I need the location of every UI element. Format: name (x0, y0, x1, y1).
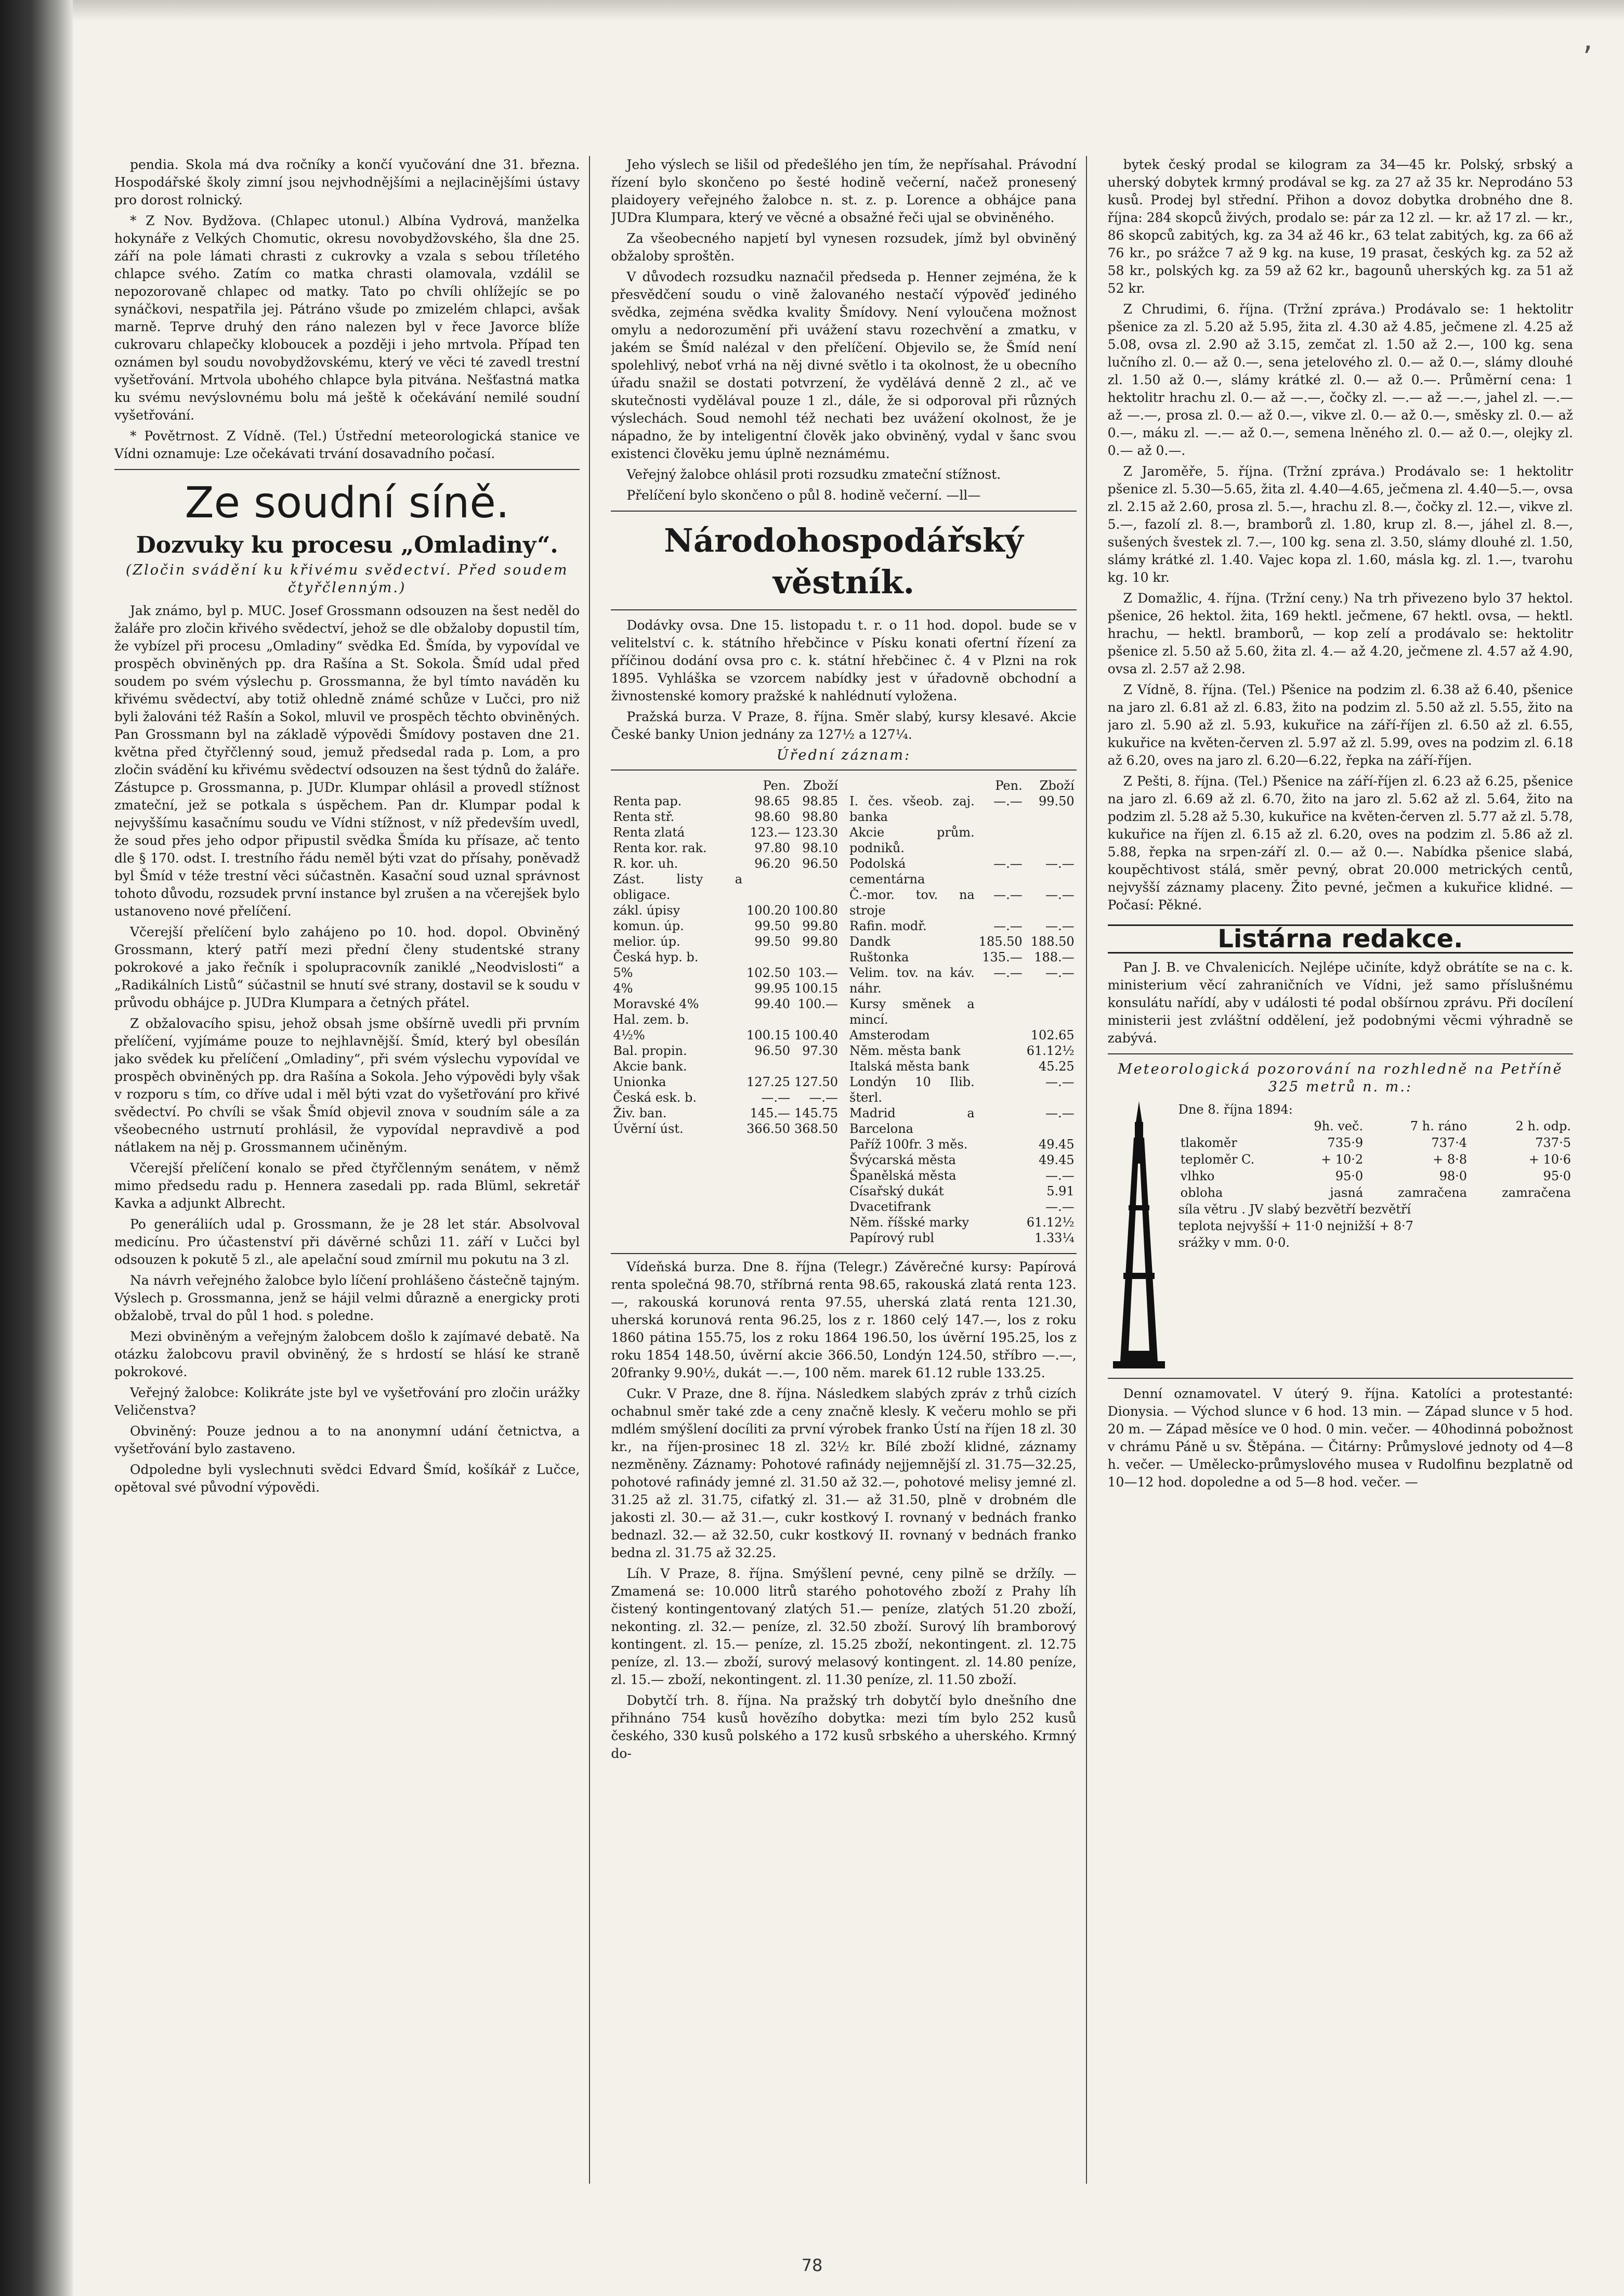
table-cell: —.— (993, 794, 1023, 808)
columns (114, 156, 1582, 2184)
table-cell (977, 1137, 1025, 1152)
table-cell: 368.50 (794, 1121, 838, 1136)
header-cell: Zboží (1039, 778, 1075, 793)
table-cell (977, 1230, 1025, 1246)
table-cell: Unionka (613, 1075, 666, 1089)
table-row (1178, 1184, 1573, 1201)
table-cell: 98.10 (802, 841, 838, 855)
table-row (611, 1059, 840, 1074)
table-cell: Zást. listy a obligace. (613, 872, 743, 902)
table-cell: 97.30 (802, 1043, 838, 1058)
table-cell: 123.— (750, 825, 791, 840)
table-cell (977, 1152, 1025, 1168)
table-cell: 98.65 (754, 794, 791, 808)
table-row (847, 934, 1077, 949)
section-title-court: Ze soudní síně. (185, 478, 509, 528)
table-cell: 1.33¼ (1034, 1231, 1075, 1245)
column-2 (611, 156, 1086, 2184)
header-cell: Zboží (803, 778, 838, 793)
header-cell (1178, 1118, 1290, 1134)
table-cell: —.— (1045, 919, 1075, 933)
article-title: Dozvuky ku procesu „Omladiny“. (136, 532, 558, 558)
table-cell: —.— (1045, 1168, 1075, 1183)
table-cell: —.— (1045, 1106, 1075, 1120)
table-cell: Londýn 10 Ilib. šterl. (849, 1075, 975, 1105)
table-cell: 99.50 (1038, 794, 1075, 808)
meteo-section (1108, 1101, 1573, 1372)
table-cell: Renta stř. (613, 810, 675, 824)
table-cell (977, 1027, 1025, 1043)
table-row (611, 918, 840, 934)
column-3 (1108, 156, 1582, 2184)
letters-box-title: Listárna redakce. (1108, 924, 1573, 954)
paragraph: Líh. V Praze, 8. října. Smýšlení pevné, ceny pilně se držíly. — Zmamená se: 10.000 litrů starého pohotového zboží z Prahy líh čistený kontingentovaný zlatých 51.— peníze, zlatých 51.20 zboží, nekonting. zl. 32.— peníze, zl. 32.50 zboží. Surový líh bramborový kontingent. zl. 15.— peníze, zl. 15.25 zboží, nekontingent. zl. 12.75 peníze, zl. 13.— zboží, surový melasový kontingent. zl. 14.80 peníze, zl. 15.— zboží, nekontingent. zl. 11.30 peníze, zl. 11.50 zboží. (611, 1566, 1077, 1687)
table-cell: Renta zlatá (613, 825, 685, 840)
table-cell: Papírový rubl (849, 1231, 935, 1245)
table-row (847, 1199, 1077, 1215)
table-cell: 96.50 (802, 856, 838, 871)
paragraph: Z Chrudimi, 6. října. (Tržní zpráva.) Prodávalo se: 1 hektolitr pšenice za zl. 5.20 až 5.95, žita zl. 4.30 až 4.85, ječmene zl. 4.25 až 5.08, ovsa zl. 2.90 až 3.15, zemčat zl. 1.50 až 2.—, 100 kg. sena lučního zl. 0.— až 0.—, sena jetelového zl. 0.— až 0.—, slámy dlouhé zl. 1.50 až 0.—, slámy krátké zl. 0.— až 0.—. Průměrní cena: 1 hektolitr hrachu zl. 0.— až —.—, čočky zl. —.— až —.—, jahel zl. —.— až —.—, prosa zl. 0.— až 0.—, vikve zl. 0.— až 0.—, směsky zl. 0.— až 0.—, máku zl. —.— až 0.—, semena lněného zl. 0.— až 0.—, olejky zl. 0.— až 0.—. (1107, 302, 1573, 458)
table-cell: —.— (993, 888, 1023, 902)
table-cell: 99.80 (802, 934, 838, 949)
table-cell: 100.15 (746, 1028, 791, 1042)
paragraph: Veřejný žalobce ohlásil proti rozsudku zmateční stížnost. (626, 467, 1001, 482)
header-cell: 7 h. ráno (1410, 1119, 1468, 1133)
table-row (611, 793, 840, 809)
table-cell: 102.50 (746, 966, 791, 980)
paragraph: V důvodech rozsudku naznačil předseda p. Henner zejména, že k přesvědčení soudu o vině žalovaného nestačí výpověď jediného svědka, zejména svědka kvality Šmídovy. Není vyloučena možnost omylu a nedorozumění při uvážení stavu rozechvění a zmatku, v jakém se Šmíd nalézal v den přelíčení. Objevilo se, že Šmíd není spolehlivý, neboť vrhá na něj divné světlo i ta okolnost, že u obecního úřadu snažil se dostati potvrzení, že vydělává denně 2 zl., ač ve skutečnosti vydělával pouze 1 zl., dále, že si odporoval při různých výslechách. Soud nemohl též nechati bez uvážení okolnost, že je nápadno, že by inteligentní člověk jako obviněný, vydal v šanc svou existenci člověku jemu úplně neznámému. (611, 269, 1077, 461)
meteo-wind: síla větru . JV slabý bezvětří bezvětří (1178, 1202, 1411, 1217)
meteo-rain: srážky v mm. 0·0. (1178, 1235, 1290, 1250)
meteo-data (1178, 1101, 1573, 1251)
table-cell: zákl. úpisy (613, 903, 680, 918)
table-cell: 97.80 (754, 841, 791, 855)
table-cell: 99.95 (754, 981, 791, 996)
table-cell: 737·4 (1431, 1136, 1468, 1150)
paragraph: Z Domažlic, 4. října. (Tržní ceny.) Na trh přivezeno bylo 37 hektol. pšenice, 26 hektol. žita, 169 hektl. ječmene, 67 hektl. ovsa, — hektl. hrachu, — hektl. bramborů, — kop zelí a prodávalo se: hektolitr pšenice zl. 5.50 až 5.60, žita zl. 4.— až 4.20, ječmene zl. 4.57 až 4.90, ovsa zl. 2.57 až 2.98. (1107, 591, 1573, 676)
table-cell (744, 1059, 792, 1074)
page-number: 78 (801, 2255, 823, 2275)
table-cell: Renta pap. (613, 794, 682, 808)
table-cell (792, 949, 840, 965)
paragraph: pendia. Skola má dva ročníky a končí vyučování dne 31. března. Hospodářské školy zimní jsou nejvhodnějšími a nejlacinějšími ústavy pro dorost rolnický. (114, 157, 580, 207)
table-cell: Úvěrní úst. (613, 1121, 684, 1136)
table-cell: Císařský dukát (849, 1184, 944, 1198)
table-row (847, 965, 1077, 996)
table-row (847, 1027, 1077, 1043)
table-row (847, 949, 1077, 965)
meteo-table (1178, 1118, 1573, 1201)
table-cell (744, 1012, 792, 1027)
article-subtitle: (Zločin svádění ku křivému svědectví. Před soudem čtyřčlenným.) (125, 562, 569, 596)
table-cell: —.— (993, 856, 1023, 871)
table-cell: 99.50 (754, 934, 791, 949)
paragraph: Z obžalovacího spisu, jehož obsah jsme obšírně uvedli při prvním přelíčení, vyjímáme pouze to nejhlavnější. Šmíd, který byl obesílán jako svědek ku přelíčení „Omladiny“, při svém výslechu vypovídal ve prospěch obviněných pp. dra Rašína a Sokola. Jeho výpovědi byly však v rozporu s tím, co dříve udal i měl býti vzat do vyšetřování pro křivé svědectví. Po chvíli se však Šmíd objevil znova v soudním sále a za všeobecného ustrnutí prohlásil, že vypovídal nepravdivě a pod nátlakem na něj p. Grossmannem učiněným. (114, 1016, 580, 1155)
table-cell: 61.12½ (1026, 1043, 1075, 1058)
table-cell: + 10·2 (1320, 1152, 1364, 1167)
divider (611, 511, 1076, 512)
table-row (611, 1027, 840, 1043)
table-cell (744, 949, 792, 965)
paragraph: Přelíčení bylo skončeno o půl 8. hodině večerní. —ll— (626, 488, 981, 503)
table-row (611, 825, 840, 840)
table-cell: Amsterodam (849, 1028, 930, 1042)
paragraph: Včerejší přelíčení konalo se před čtyřčlenným senátem, v němž mimo předsedu radu p. Hennera zasedali pp. rada Blüml, sekretář Kavka a adjunkt Albrecht. (114, 1160, 580, 1211)
table-cell (792, 1012, 840, 1027)
table-cell (1025, 825, 1077, 856)
table-row (847, 1168, 1077, 1183)
stock-quotes (611, 769, 1076, 1254)
table-row (847, 887, 1077, 918)
table-row (611, 1012, 840, 1027)
paragraph: Pražská burza. V Praze, 8. října. Směr slabý, kursy klesavé. Akcie České banky Union jednány za 127½ a 127¼. (611, 709, 1077, 742)
book-spine (0, 0, 73, 2296)
paragraph: Jeho výslech se lišil od předešlého jen tím, že nepřísahal. Právodní řízení bylo skončeno po šesté hodině večerní, načež pronesený plaidoyery veřejného žalobce n. st. z. p. Lorence a obhájce pana JUDra Klumpara, který ve věcné a obsažné řeči ujal se obviněného. (611, 157, 1077, 225)
table-cell: Česká esk. b. (613, 1090, 697, 1105)
paragraph: Odpoledne byli vyslechnuti svědci Edvard Šmíd, košíkář z Lučce, opětoval své původní výpovědi. (114, 1462, 580, 1495)
paragraph: Denní oznamovatel. V úterý 9. října. Katolíci a protestanté: Dionysia. — Východ slunce v 6 hod. 13 min. — Západ slunce v 5 hod. 20 m. — Západ měsíce ve 0 hod. 0 min. večer. — 40hodinná pobožnost v chrámu Páně u sv. Štěpána. — Čitárny: Průmyslové jednoty od 4—8 h. večer. — Umělecko-průmyslového musea v Rudolfinu bezplatně od 10—12 hod. dopoledne a od 5—8 hod. večer. — (1107, 1386, 1573, 1490)
paragraph: Z Vídně, 8. října. (Tel.) Pšenice na podzim zl. 6.38 až 6.40, pšenice na jaro zl. 6.81 až zl. 6.83, žito na podzim zl. 5.50 až zl. 5.55, žito na jaro zl. 5.90 až zl. 5.93, kukuřice na září-říjen zl. 6.50 až zl. 6.55, kukuřice na květen-červen zl. 5.97 až zl. 5.99, oves na podzim zl. 6.18 až 6.20, oves na jaro zl. 6.20—6.22, řepka na září-říjen. (1107, 682, 1573, 768)
petrin-tower-icon (1108, 1101, 1170, 1372)
table-cell: 737·5 (1535, 1136, 1571, 1150)
table-cell (977, 1215, 1025, 1230)
page-shadow (73, 0, 1624, 21)
table-cell: 49.45 (1038, 1137, 1075, 1152)
table-row (847, 1183, 1077, 1199)
table-row (847, 918, 1077, 934)
table-cell: 100.40 (794, 1028, 838, 1042)
table-cell: 127.50 (794, 1075, 838, 1089)
paragraph: Veřejný žalobce: Kolikráte jste byl ve vyšetřování pro zločin urážky Veličenstva? (114, 1385, 580, 1418)
table-row (847, 1043, 1077, 1059)
table-cell: —.— (1045, 966, 1075, 980)
table-row (611, 1105, 840, 1121)
table-cell: + 8·8 (1433, 1152, 1468, 1167)
table-cell: 123.30 (794, 825, 838, 840)
paragraph: * Povětrnost. Z Vídně. (Tel.) Ústřední meteorologická stanice ve Vídni oznamuje: Lze očekávati trvání dosavadního počasí. (114, 428, 580, 461)
section-title-economy: Národohospodářský věstník. (664, 521, 1024, 601)
table-cell: —.— (993, 919, 1023, 933)
table-cell: melior. úp. (613, 934, 680, 949)
divider (1108, 1378, 1573, 1379)
table-cell (977, 1059, 1025, 1074)
table-cell: 96.50 (754, 1043, 791, 1058)
table-cell: —.— (1045, 1075, 1075, 1089)
paragraph: bytek český prodal se kilogram za 34—45 kr. Polský, srbský a uherský dobytek krmný prodával se kg. za 27 až 35 kr. Neprodáno 53 kusů. Prodej byl střední. Přihon a dovoz dobytka drobného dne 8. října: 284 skopců živých, prodalo se: pár za 12 zl. — kr. až 17 zl. — kr., 86 skopců zabitých, kg. za 34 až 46 kr., 63 telat zabitých, kg. za 66 až 76 kr., po srážce 7 až 9 kg. na kuse, 19 prasat, českých kg. za 52 až 58 kr., polských kg. za 59 až 62 kr., bagounů uherských kg. za 51 až 52 kr. (1107, 157, 1573, 296)
table-row (847, 996, 1077, 1027)
table-row (847, 1152, 1077, 1168)
table-cell: 188.— (1034, 950, 1075, 964)
table-cell (977, 996, 1025, 1027)
table-cell: Madrid a Barcelona (849, 1106, 975, 1136)
table-cell (744, 871, 792, 903)
table-cell: 145.75 (794, 1106, 838, 1120)
table-cell: 135.— (982, 950, 1023, 964)
table-cell (792, 871, 840, 903)
table-cell (977, 1168, 1025, 1183)
table-cell: —.— (1045, 1199, 1075, 1214)
table-row (611, 1090, 840, 1105)
paragraph: Jak známo, byl p. MUC. Josef Grossmann odsouzen na šest neděl do žaláře pro zločin křivého svědectví, jehož se dle obžaloby dopustil tím, že vybízel při procesu „Omladiny“ svědka Ed. Šmída, by vypovídal ve prospěch obviněných pp. dra Rašína a St. Sokola. Šmíd udal před soudem po svém výslechu p. Grossmanna, že byl tímto naváděn ku křivému svědectví, aby totiž ohledně známé schůze v Lučci, pro niž byli žalováni též Rašín a Sokol, mluvil ve prospěch těchto obviněných. Pan Grossmann byl na základě výpovědi Šmídovy postaven dne 21. května před čtyřčlenný soud, jemuž předsedal rada p. Lom, a pro zločin svádění ku křivému svědectví odsouzen na šest týdnů do žaláře. Zástupce p. Grossmanna, p. JUDr. Klumpar ohlásil a provedl stížnost zmateční, jež se potkala s úspěchem. Pan dr. Klumpar podal k nejvyššímu kasačnímu soudu ve Vídni stížnost, v níž především uvedl, že soud přes jeho odpor připustil svědka Šmída ku přísaze, ač tento dle § 170. odst. I. trestního řádu neměl býti vzat do přísahy, poněvadž byl Šmíd v téže trestní věci súčastněn. Kasační soud uznal správnost tohoto důvodu, rozsudek první instance byl zrušen a na včerejšek bylo ustanoveno nové přelíčení. (114, 603, 580, 919)
table-row (847, 1137, 1077, 1152)
table-cell: 99.80 (802, 919, 838, 933)
meteo-date: Dne 8. října 1894: (1178, 1102, 1293, 1117)
table-cell: Podolská cementárna (849, 856, 925, 886)
paragraph: Dobytčí trh. 8. října. Na pražský trh dobytčí bylo dnešního dne přihnáno 754 kusů hovězího dobytka: mezi tím bylo 252 kusů českého, 330 kusů polského a 172 kusů srbského a uherského. Krmný do- (611, 1693, 1077, 1761)
table-cell: 188.50 (1030, 934, 1075, 949)
paragraph: Pan J. B. ve Chvalenicích. Nejlépe učiníte, když obrátíte se na c. k. ministerium věcí zahraničních ve Vídni, jež samo příslušnému konsulátu nařídí, aby v události té podal obšírnou zprávu. Při docílení ministerii jest zvláštní oddělení, jež podobnými věcmi výhradně se zabývá. (1107, 960, 1573, 1046)
table-cell: Ruštonka (849, 950, 909, 964)
table-row (1178, 1134, 1573, 1151)
table-cell: Hal. zem. b. (613, 1012, 689, 1027)
table-cell: 99.40 (754, 997, 791, 1011)
table-cell: Španělská města (849, 1168, 957, 1183)
table-cell: + 10·6 (1528, 1152, 1571, 1167)
table-cell: 185.50 (978, 934, 1023, 949)
table-cell: Italská města bank (849, 1059, 970, 1074)
header-cell: Pen. (995, 778, 1023, 793)
table-cell: Něm. města bank (849, 1043, 961, 1058)
header-cell: 2 h. odp. (1515, 1119, 1571, 1133)
table-row (611, 1121, 840, 1137)
table-cell: 45.25 (1038, 1059, 1075, 1074)
paragraph: Na návrh veřejného žalobce bylo líčení prohlášeno částečně tajným. Výslech p. Grossmanna, jenž se hájil velmi důrazně a energicky proti obžalobě, trval do půl 1 hod. s poledne. (114, 1273, 580, 1323)
paragraph: * Z Nov. Bydžova. (Chlapec utonul.) Albína Vydrová, manželka hokynáře z Velkých Chomutic, okresu novobydžovského, šla dne 25. září na pole lámati chrasti z cukrovky a vzala s sebou tříletého chlapce svého. Zatím co matka chrasti olamovala, vzdálil se nepozorovaně chlapec od matky. Tato po chvíli ohlížejíc se po synáčkovi, nespatřila jej. Pátráno všude po zmizelém chlapci, avšak marně. Teprve druhý den ráno nalezen byl v řece Javorce blíže cukrovaru chlapečky kloboucek a později i jeho mrtvola. Případ ten oznámen byl soudu novobydžovskému, který ve věci té zavedl trestní vyšetřování. Mrtvola ubohého chlapce byla pitvána. Nešťastná matka ku svému nevýslovnému bolu má ještě k očekávání nemilé soudní vyšetřování. (114, 213, 580, 423)
table-cell: 100.20 (746, 903, 791, 918)
table-cell: 5.91 (1046, 1184, 1075, 1198)
quotes-table-left (611, 778, 840, 1137)
table-cell: 95·0 (1543, 1169, 1571, 1183)
table-cell: Česká hyp. b. (613, 950, 699, 964)
table-cell: Paříž 100fr. 3 měs. (849, 1137, 968, 1152)
table-cell: Rafin. modř. (849, 919, 927, 933)
table-cell: 145.— (750, 1106, 791, 1120)
table-cell (1025, 996, 1077, 1027)
table-cell (977, 825, 1025, 856)
table-cell: —.— (1045, 888, 1075, 902)
table-row (847, 1215, 1077, 1230)
table-row (611, 934, 840, 949)
table-row (611, 965, 840, 981)
paragraph: Z Pešti, 8. října. (Tel.) Pšenice na září-říjen zl. 6.23 až 6.25, pšenice na jaro zl. 6.69 až zl. 6.70, žito na jaro zl. 5.62 až zl. 5.64, žito na podzim zl. 5.28 až 5.30, kukuřice na květen-červen zl. 5.77 až zl. 5.78, kukuřice na říjen zl. 6.15 až zl. 6.20, oves na podzim zl. 5.86 až zl. 5.88, řepka na srpen-září zl. 0.— až 0.—. Nabídka pšenice slabá, koupěchtivost stálá, směr pevný, obrat 20.000 metrických centů, nejvyšší záznamy placeny. Žito pevné, ječmen a kukuřice klidné. — Počasí: Pěkné. (1107, 774, 1573, 912)
table-cell: Velim. tov. na káv. náhr. (849, 966, 975, 996)
table-cell (977, 1105, 1025, 1137)
table-cell (792, 1059, 840, 1074)
paragraph: Po generáliích udal p. Grossmann, že je 28 let stár. Absolvoval medicínu. Pro účastenství při dávěrné schůzi 11. září v Lučci byl odsouzen k pokutě 5 zl., ale apelační soud zmírnil mu pokutu na 3 zl. (114, 1217, 580, 1267)
table-cell: 735·9 (1327, 1136, 1364, 1150)
table-row (611, 996, 840, 1012)
table-cell: Živ. ban. (613, 1106, 667, 1120)
table-row (1178, 1168, 1573, 1184)
table-cell: I. čes. všeob. zaj. banka (849, 794, 975, 824)
table-cell: 95·0 (1335, 1169, 1364, 1183)
quotes-title: Úřední záznam: (776, 747, 911, 763)
table-cell: 98.85 (802, 794, 838, 808)
table-cell: jasná (1330, 1185, 1364, 1200)
table-cell: Bal. propin. (613, 1043, 687, 1058)
table-cell: 366.50 (746, 1121, 791, 1136)
table-cell: Moravské 4% (613, 997, 699, 1011)
table-cell: 100.— (797, 997, 838, 1011)
table-row (611, 1043, 840, 1059)
table-cell: 5% (613, 966, 633, 980)
table-cell: 98·0 (1439, 1169, 1468, 1183)
table-cell: tlakoměr (1180, 1136, 1237, 1150)
table-row (611, 871, 840, 903)
table-cell: Dandk (849, 934, 890, 949)
meteo-title: Meteorologická pozorování na rozhledně na Petříně 325 metrů n. m.: (1118, 1061, 1563, 1095)
table-cell: —.— (761, 1090, 791, 1105)
divider (114, 469, 580, 470)
table-cell: 100.80 (794, 903, 838, 918)
table-cell: Akcie bank. (613, 1059, 687, 1074)
table-row (847, 1105, 1077, 1137)
table-cell (977, 1043, 1025, 1059)
meteo-temp: teplota nejvyšší + 11·0 nejnižší + 8·7 (1178, 1219, 1413, 1233)
table-cell: 98.60 (754, 810, 791, 824)
table-cell (977, 1074, 1025, 1105)
table-cell: zamračena (1398, 1185, 1468, 1200)
table-cell: oblohа (1180, 1185, 1223, 1200)
table-cell: teploměr C. (1180, 1152, 1255, 1167)
table-cell: 4½% (613, 1028, 645, 1042)
table-cell (977, 1183, 1025, 1199)
table-row (1178, 1151, 1573, 1168)
table-row (847, 793, 1077, 825)
table-cell: Dvacetifrank (849, 1199, 931, 1214)
table-row (847, 1059, 1077, 1074)
table-cell: 98.80 (802, 810, 838, 824)
table-cell: —.— (993, 966, 1023, 980)
paragraph: Dodávky ovsa. Dne 15. listopadu t. r. o 11 hod. dopol. bude se v velitelství c. k. státního hřebčince v Písku konati ofertní řízení za příčinou dodání ovsa pro c. k. státní hřebčinec č. 4 v Plzni na rok 1895. Vyhláška se vzorcem nabídky jest v úřadovně obchodní a živnostenské komory pražské k nahlédnutí vyložena. (611, 618, 1077, 703)
table-cell: —.— (1045, 856, 1075, 871)
table-row (611, 856, 840, 871)
table-cell: Renta kor. rak. (613, 841, 707, 855)
quotes-table-right (847, 778, 1077, 1246)
header-cell: Pen. (763, 778, 791, 793)
column-1 (114, 156, 590, 2184)
header-cell: 9h. več. (1314, 1119, 1364, 1133)
table-cell: Něm. říšské marky (849, 1215, 970, 1230)
paragraph: Cukr. V Praze, dne 8. října. Následkem slabých zpráv z trhů cizích ochabnul směr také zde a ceny značně klesly. K večeru mohlo se při mdlém smýšlení docíliti za první výrobek franko Ústí na říjen 18 zl. 30 kr., na říjen-prosinec 18 zl. 32½ kr. Bílé zboží klidné, záznamy nezměněny. Záznamy: Pohotové rafinády nejjemnější zl. 31.75—32.25, pohotové rafinády jemné zl. 31.50 až 32.—, pohotové melisy jemné zl. 31.25 až zl. 31.75, cifatký zl. 31.— až 31.50, plně v drobném dle jakosti zl. 30.— až 31.—, cukr kostkový I. rovnaný v bednách franko bednazl. 32.— až 32.50, cukr kostkový II. rovnaný v bednách franko bedna zl. 31.75 až 32.25. (611, 1386, 1077, 1560)
table-cell: Č.-mor. tov. na stroje (849, 888, 975, 918)
table-row (611, 981, 840, 996)
table-cell: 102.65 (1030, 1028, 1075, 1042)
table-cell (977, 1199, 1025, 1215)
paragraph: Za všeobecného napjetí byl vynesen rozsudek, jímž byl obviněný obžaloby sproštěn. (611, 231, 1077, 264)
table-cell: zamračena (1502, 1185, 1571, 1200)
table-cell: vlhko (1180, 1169, 1215, 1183)
table-cell: komun. úp. (613, 919, 684, 933)
table-row (611, 903, 840, 918)
table-cell: 49.45 (1038, 1153, 1075, 1167)
paragraph: Vídeňská burza. Dne 8. října (Telegr.) Závěrečné kursy: Papírová renta společná 98.70, stříbrná renta 98.65, rakouská zlatá renta 123.—, rakouská korunová renta 97.55, uherská zlatá renta 121.30, uherská korunová renta 96.25, los z r. 1860 celý 147.—, los z roku 1860 pátina 155.75, los z roku 1864 196.50, los úvěrní 195.25, los z roku 1854 148.50, úvěrní akcie 366.50, Londýn 124.50, stříbro —.—, 20franky 9.90½, dukát —.—, 100 něm. marek 61.12 ruble 133.25. (611, 1259, 1077, 1380)
divider (611, 609, 1076, 610)
table-cell: Švýcarská města (849, 1153, 956, 1167)
table-row (847, 856, 1077, 887)
table-row (611, 949, 840, 965)
table-cell: 61.12½ (1026, 1215, 1075, 1230)
table-cell: 103.— (797, 966, 838, 980)
table-row (847, 1074, 1077, 1105)
table-cell: Akcie prům. podniků. (849, 825, 975, 855)
table-row (611, 1074, 840, 1090)
table-cell: 99.50 (754, 919, 791, 933)
table-cell: 4% (613, 981, 633, 996)
table-cell: R. kor. uh. (613, 856, 678, 871)
table-cell: —.— (809, 1090, 838, 1105)
table-row (847, 825, 1077, 856)
table-cell: Kursy směnek a mincí. (849, 997, 975, 1027)
paragraph: Z Jaroměře, 5. října. (Tržní zpráva.) Prodávalo se: 1 hektolitr pšenice zl. 5.30—5.65, žita zl. 4.40—4.65, ječmena zl. 4.40—5.—, ovsa zl. 2.15 až 2.60, prosa zl. 5.—, hrachu zl. 8.—, čočky zl. 12.—, vikve zl. 5.—, fazolí zl. 8.—, bramborů zl. 1.80, krup zl. 8.—, jáhel zl. 8.—, sušených švestek zl. 7.—, 100 kg. sena zl. 3.50, slámy dlouhé zl. 1.50, slámy krátké zl. 1.40. Vajec kopa zl. 1.60, másla kg. zl. 1.—, tvarohu kg. 10 kr. (1107, 464, 1573, 585)
table-cell: 127.25 (746, 1075, 791, 1089)
divider (1108, 1053, 1573, 1054)
paragraph: Včerejší přelíčení bylo zahájeno po 10. hod. dopol. Obviněný Grossmann, který patří mezi přední členy studentské strany pokrokové a jako řečník i spolupracovník zaniklé „Neodvislosti“ a „Radikálních Listů“ súčastnil se hnutí své strany, dostavil se k soudu v průvodu obhájce p. JUDra Klumpara a četných přátel. (114, 924, 580, 1010)
paragraph: Obviněný: Pouze jednou a to na anonymní udání četnictva, a vyšetřování bylo zastaveno. (114, 1424, 580, 1456)
table-row (611, 809, 840, 825)
table-cell: 96.20 (754, 856, 791, 871)
paragraph: Mezi obviněným a veřejným žalobcem došlo k zajímavé debatě. Na otázku žalobcovu pravil obviněný, že s hrdostí se hlásí ke straně pokrokové. (114, 1329, 580, 1379)
table-row (611, 840, 840, 856)
table-row (847, 1230, 1077, 1246)
corner-mark: , (1582, 21, 1593, 57)
table-cell: 100.15 (794, 981, 838, 996)
